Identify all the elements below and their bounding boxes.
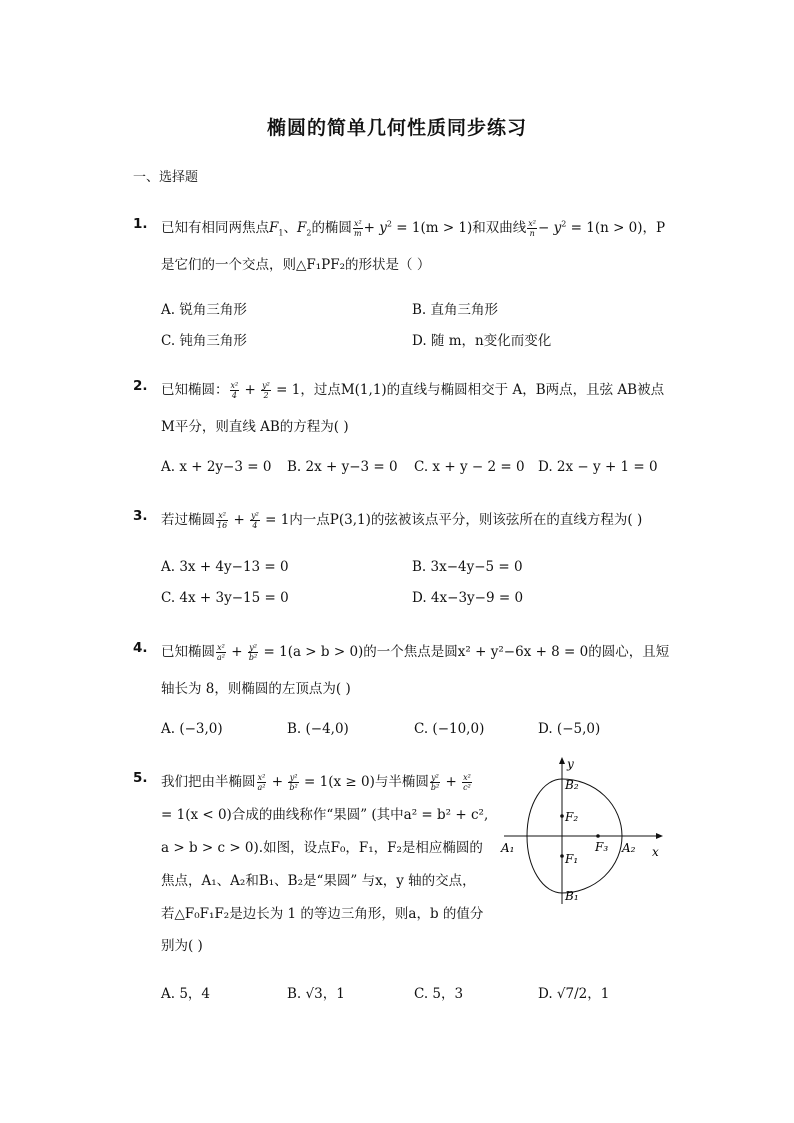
section-heading: 一、选择题 xyxy=(133,170,199,185)
fraction: $\frac{\text{y²}}{\text{b²}}$ xyxy=(289,773,298,792)
x-axis-label: x xyxy=(652,845,659,859)
y-axis-arrow xyxy=(559,757,565,764)
fraction: $\frac{\text{y²}}{4}$ xyxy=(251,511,259,530)
fraction: $\frac{\text{x²}}{\text{a²}}$ xyxy=(257,773,266,792)
y-axis-label: y xyxy=(567,757,574,771)
label-b2: B₂ xyxy=(565,778,579,792)
option-d[interactable]: D. √7/2，1 xyxy=(538,986,610,1002)
fraction: $\frac{\text{x²}}{4}$ xyxy=(230,381,239,400)
question-line: 若△F₀F₁F₂是边长为 1 的等边三角形，则a，b 的值分 xyxy=(161,906,484,922)
question-number: 5. xyxy=(133,770,148,786)
option-c[interactable]: C. 5，3 xyxy=(414,986,464,1002)
question-number: 1. xyxy=(133,216,148,232)
question-line: = 1(x < 0)合成的曲线称作“果圆” (其中a² = b² + c², xyxy=(161,807,489,823)
focus-f2-point xyxy=(560,814,564,818)
option-b[interactable]: B. 2x + y−3 = 0 xyxy=(287,459,398,475)
label-a1: A₁ xyxy=(501,841,515,855)
option-c[interactable]: C. (−10,0) xyxy=(414,721,485,737)
question-line: 已知有相同两焦点$F_1$、$F_2$的椭圆 $\frac{\text{x²}}{m}$ + $y^2 = 1(m > 1)$和双曲线 $\frac{\text{x²}}{n}$ − $y^2 = 1(n > 0)$，P xyxy=(161,219,666,238)
question-line: a > b > c > 0).如图，设点F₀，F₁，F₂是相应椭圆的 xyxy=(161,840,483,856)
question-number: 3. xyxy=(133,508,148,524)
option-b[interactable]: B. (−4,0) xyxy=(287,721,349,737)
option-d[interactable]: D. 随 m，n变化而变化 xyxy=(412,333,552,349)
question-line: M平分，则直线 AB的方程为( ) xyxy=(161,419,349,435)
focus-f1-point xyxy=(560,854,564,858)
fraction: $\frac{\text{y²}}{2}$ xyxy=(262,381,270,400)
option-c[interactable]: C. 4x + 3y−15 = 0 xyxy=(161,590,289,606)
fraction: $\frac{\text{x²}}{n}$ xyxy=(528,219,537,238)
page-title: 椭圆的简单几何性质同步练习 xyxy=(266,117,527,139)
label-f1: F₁ xyxy=(565,852,579,866)
option-d[interactable]: D. (−5,0) xyxy=(538,721,601,737)
option-b[interactable]: B. 直角三角形 xyxy=(412,302,499,318)
option-d[interactable]: D. 2x − y + 1 = 0 xyxy=(538,459,658,475)
fraction: $\frac{\text{y²}}{\text{b²}}$ xyxy=(430,773,440,792)
question-line: 若过椭圆 $\frac{\text{x²}}{16}$ + $\frac{\text{y²}}{4}$ = 1内一点P(3,1)的弦被该点平分，则该弦所在的直线方程为( ) xyxy=(161,511,643,530)
fraction: $\frac{\text{x²}}{16}$ xyxy=(217,511,228,530)
label-f3: F₃ xyxy=(595,840,609,854)
option-b[interactable]: B. 3x−4y−5 = 0 xyxy=(412,559,523,575)
option-a[interactable]: A. 锐角三角形 xyxy=(161,302,247,318)
question-line: 别为( ) xyxy=(161,938,203,954)
label-b1: B₁ xyxy=(565,889,579,903)
fraction: $\frac{\text{x²}}{\text{c²}}$ xyxy=(463,773,471,792)
question-number: 2. xyxy=(133,378,148,394)
option-b[interactable]: B. √3，1 xyxy=(287,986,345,1002)
question-line: 轴长为 8，则椭圆的左顶点为( ) xyxy=(161,681,351,697)
fraction: $\frac{\text{y²}}{\text{b²}}$ xyxy=(248,643,258,662)
question-line: 是它们的一个交点，则△F₁PF₂的形状是（ ） xyxy=(161,257,431,273)
option-c[interactable]: C. x + y − 2 = 0 xyxy=(414,459,525,475)
label-a2: A₂ xyxy=(622,841,636,855)
focus-f3-point xyxy=(596,834,600,838)
question-line: 已知椭圆： $\frac{\text{x²}}{4}$ + $\frac{\text{y²}}{2}$ = 1，过点M(1,1)的直线与椭圆相交于 A，B两点，且弦 AB被点 xyxy=(161,381,665,400)
question-number: 4. xyxy=(133,640,148,656)
option-d[interactable]: D. 4x−3y−9 = 0 xyxy=(412,590,524,606)
fraction: $\frac{\text{x²}}{\text{a²}}$ xyxy=(217,643,225,662)
question-line: 已知椭圆 $\frac{\text{x²}}{\text{a²}}$ + $\frac{\text{y²}}{\text{b²}}$ = 1(a > b > 0)的一个焦点是圆x² + y²−6x + 8 = 0的圆心，且短 xyxy=(161,643,670,662)
option-a[interactable]: A. x + 2y−3 = 0 xyxy=(161,459,272,475)
x-axis-arrow xyxy=(656,833,663,839)
label-f2: F₂ xyxy=(565,810,579,824)
option-a[interactable]: A. 3x + 4y−13 = 0 xyxy=(161,559,289,575)
question-line: 焦点，A₁、A₂和B₁、B₂是“果圆” 与x，y 轴的交点， xyxy=(161,873,476,889)
option-a[interactable]: A. 5，4 xyxy=(161,986,211,1002)
option-a[interactable]: A. (−3,0) xyxy=(161,721,223,737)
question-line: 我们把由半椭圆 $\frac{\text{x²}}{\text{a²}}$ + $\frac{\text{y²}}{\text{b²}}$ = 1(x ≥ 0)与半椭圆 $\frac{\text{y²}}{\text{b²}}$ + $\frac{\text{x²}}{\text{c²}}$ xyxy=(161,773,471,792)
fruit-ellipse-figure xyxy=(496,756,672,908)
option-c[interactable]: C. 钝角三角形 xyxy=(161,333,247,349)
fraction: $\frac{\text{x²}}{m}$ xyxy=(353,219,362,238)
